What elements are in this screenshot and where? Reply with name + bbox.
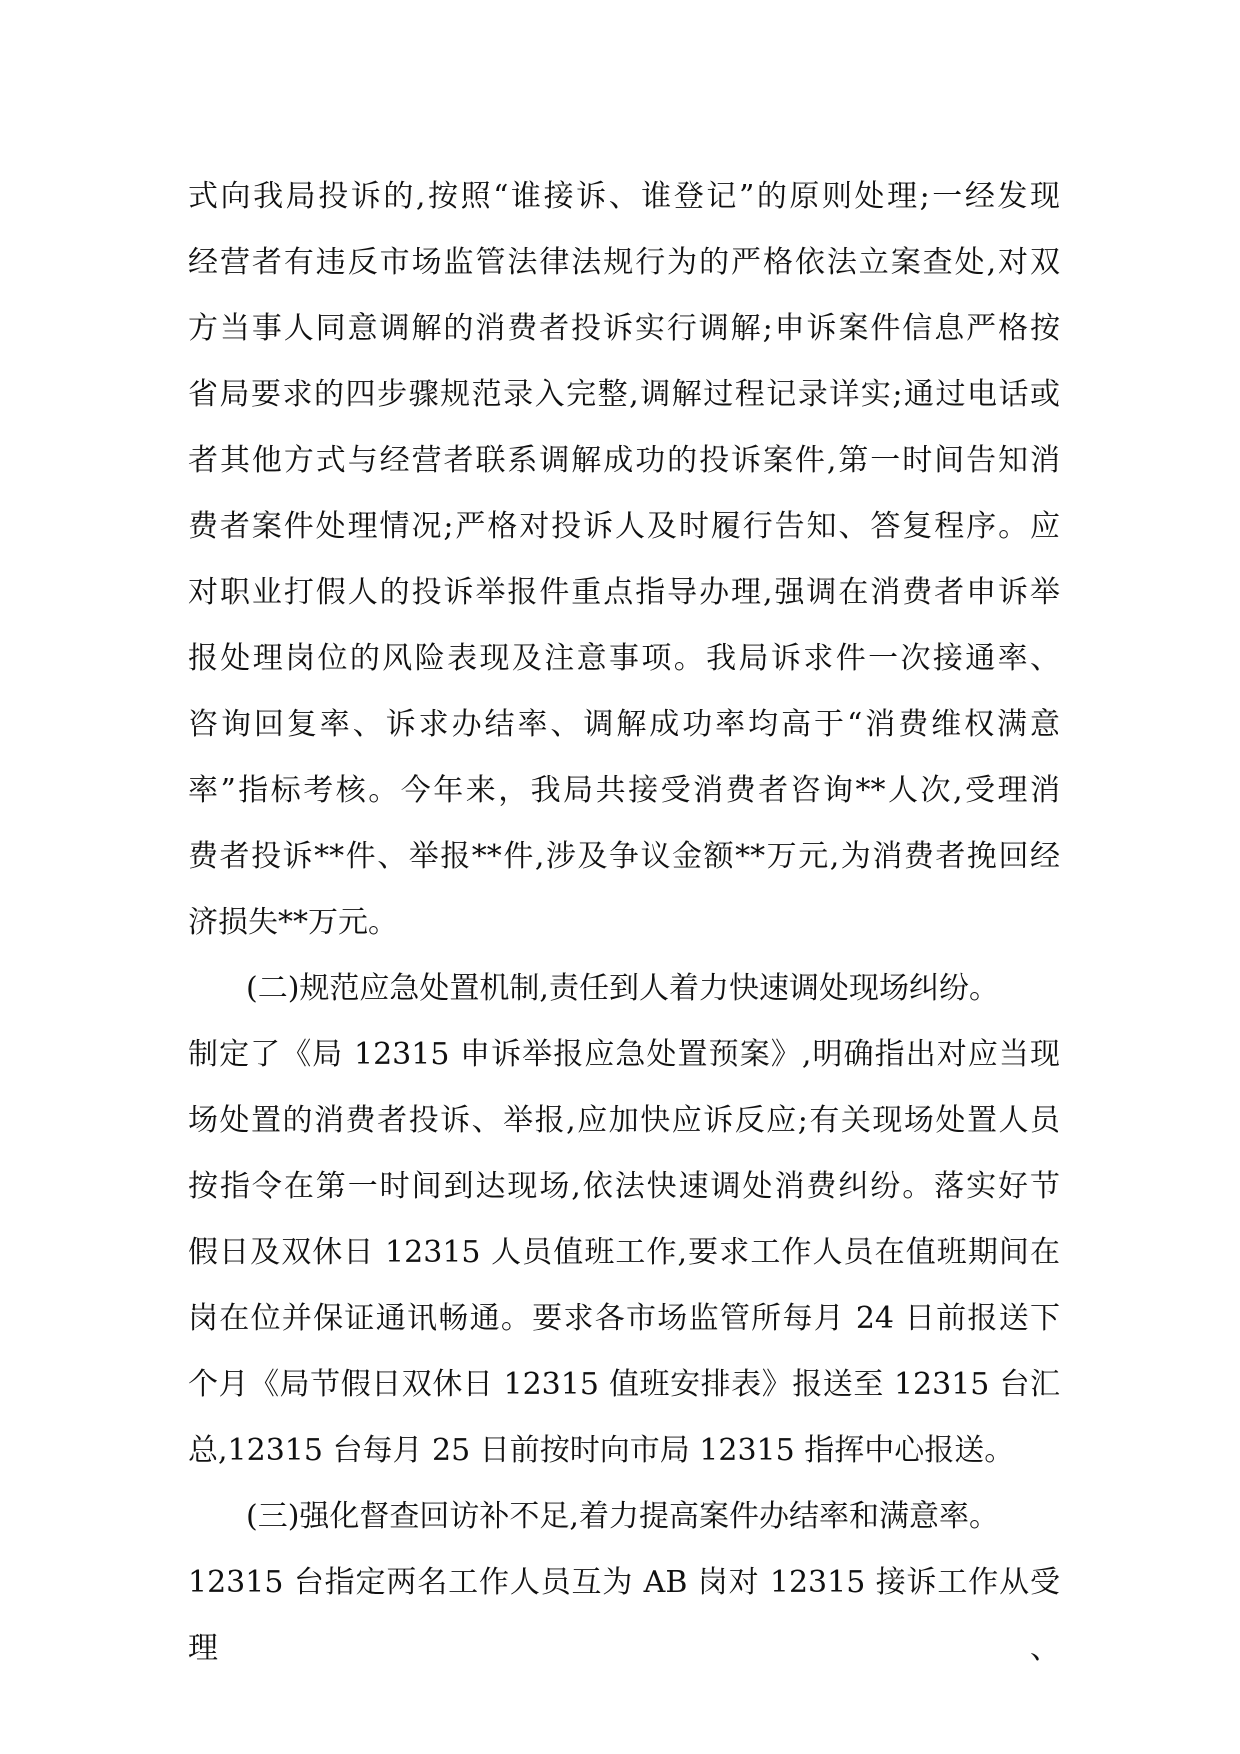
paragraph-2 xyxy=(188,956,1060,1484)
text-line: 费者投诉**件、举报**件,涉及争议金额**万元,为消费者挽回经 xyxy=(188,839,1060,874)
text-line: 者其他方式与经营者联系调解成功的投诉案件,第一时间告知消 xyxy=(188,443,1060,478)
text-line: 岗在位并保证通讯畅通。要求各市场监管所每月 24 日前报送下 xyxy=(188,1301,1060,1336)
text-line: 制定了《局 12315 申诉举报应急处置预案》,明确指出对应当现 xyxy=(188,1037,1060,1072)
text-line: 场处置的消费者投诉、举报,应加快应诉反应;有关现场处置人员 xyxy=(188,1103,1060,1138)
document-body xyxy=(188,164,1060,1666)
text-line: 式向我局投诉的,按照“谁接诉、谁登记”的原则处理;一经发现 xyxy=(188,179,1060,214)
text-line: 12315 台指定两名工作人员互为 AB 岗对 12315 接诉工作从受理、 xyxy=(188,1565,1060,1666)
paragraph-1 xyxy=(188,164,1060,956)
text-line: 率”指标考核。今年来，我局共接受消费者咨询**人次,受理消 xyxy=(188,773,1060,808)
text-line: 总,12315 台每月 25 日前按时向市局 12315 指挥中心报送。 xyxy=(188,1433,1015,1468)
text-line: 报处理岗位的风险表现及注意事项。我局诉求件一次接通率、 xyxy=(188,641,1060,676)
text-line: 按指令在第一时间到达现场,依法快速调处消费纠纷。落实好节 xyxy=(188,1169,1060,1204)
text-line: 方当事人同意调解的消费者投诉实行调解;申诉案件信息严格按 xyxy=(188,311,1060,346)
paragraph-3 xyxy=(188,1484,1060,1666)
text-line: 经营者有违反市场监管法律法规行为的严格依法立案查处,对双 xyxy=(188,245,1060,280)
section-heading-line: (二)规范应急处置机制,责任到人着力快速调处现场纠纷。 xyxy=(246,971,999,1006)
text-line: 省局要求的四步骤规范录入完整,调解过程记录详实;通过电话或 xyxy=(188,377,1060,412)
text-line: 个月《局节假日双休日 12315 值班安排表》报送至 12315 台汇 xyxy=(188,1367,1060,1402)
text-line: 费者案件处理情况;严格对投诉人及时履行告知、答复程序。应 xyxy=(188,509,1060,544)
section-heading-line: (三)强化督查回访补不足,着力提高案件办结率和满意率。 xyxy=(246,1499,999,1534)
text-line: 咨询回复率、诉求办结率、调解成功率均高于“消费维权满意 xyxy=(188,707,1060,742)
text-line: 济损失**万元。 xyxy=(188,905,398,940)
text-line: 对职业打假人的投诉举报件重点指导办理,强调在消费者申诉举 xyxy=(188,575,1060,610)
text-line: 假日及双休日 12315 人员值班工作,要求工作人员在值班期间在 xyxy=(188,1235,1060,1270)
